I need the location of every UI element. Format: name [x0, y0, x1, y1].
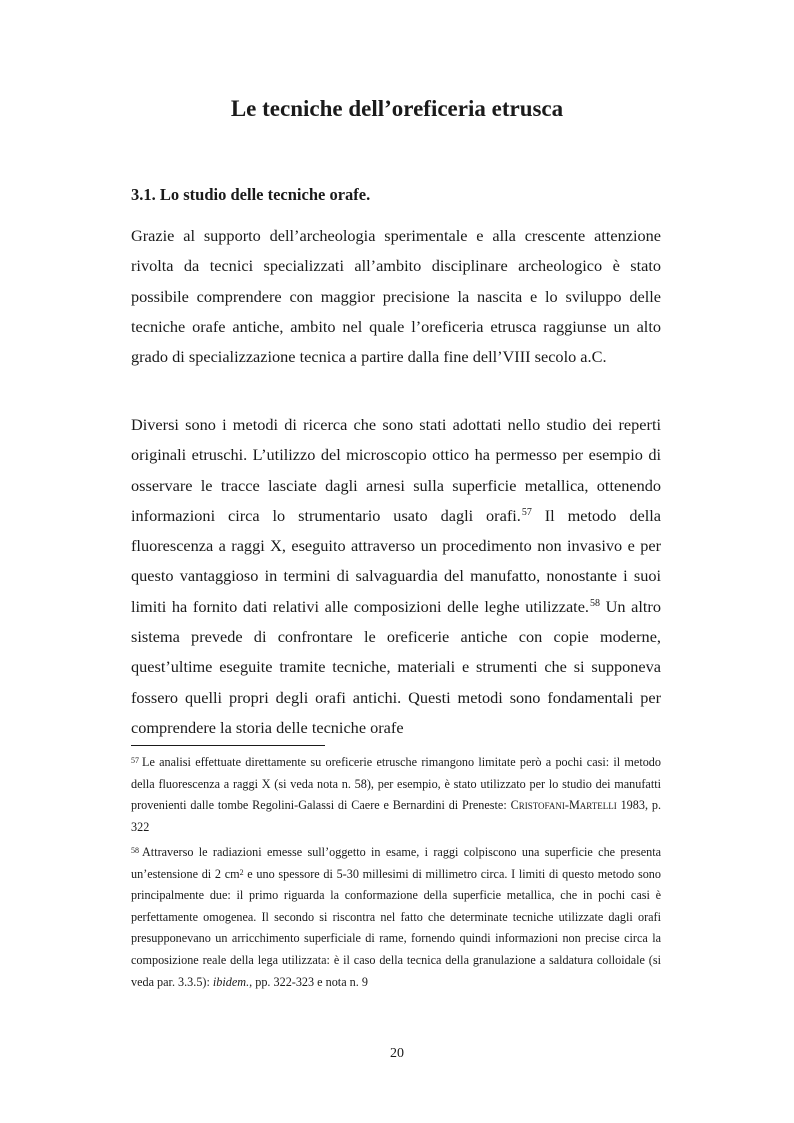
- body-paragraph: [131, 221, 661, 372]
- footnote-text: , pp. 322-323 e nota n. 9: [249, 974, 368, 989]
- footnote-number: 57: [131, 756, 139, 765]
- body-paragraph: [131, 410, 661, 743]
- paragraph-text: Un altro sistema prevede di confrontare le oreficerie antiche con copie moderne, quest’ultime eseguite tramite tecniche, materiali e strumenti che si supponeva fossero quelli propri degli orafi antichi. Questi metodi sono fondamentali per comprendere la storia delle tecniche orafe: [131, 596, 661, 737]
- footnote-separator: [131, 745, 325, 746]
- paragraph-text: Diversi sono i metodi di ricerca che sono stati adottati nello studio dei reperti originali etruschi. L’utilizzo del microscopio ottico ha permesso per esempio di osservare le tracce lasciate dagli arnesi sulla superficie metallica, ottenendo informazioni circa lo strumentario usato dagli orafi.: [131, 415, 661, 525]
- paragraph-text: Il metodo della fluorescenza a raggi X, eseguito attraverso un procedimento non invasivo e per questo vantaggioso in termini di salvaguardia del manufatto, nonostante i suoi limiti ha fornito dati relativi alle composizioni delle leghe utilizzate.: [131, 505, 661, 616]
- section-heading: 3.1. Lo studio delle tecniche orafe.: [131, 185, 371, 204]
- footnote-text: Le analisi effettuate direttamente su oreficerie etrusche rimangono limitate però a pochi casi: il metodo della fluorescenza a raggi X (si veda nota n. 58), per esempio, è stato utilizzato per lo studio dei manufatti provenienti dalle tombe Regolini-Galassi di Caere e Bernardini di Preneste:: [131, 755, 661, 813]
- footnote-reference[interactable]: 58: [590, 597, 600, 609]
- footnote-number: 58: [131, 846, 139, 855]
- footnote-italic-ref: ibidem.: [212, 974, 250, 989]
- superscript-exponent: 2: [239, 867, 244, 877]
- footnote-text: e uno spessore di 5-30 millesimi di millimetro circa. I limiti di questo metodo sono principalmente due: il primo riguarda la conformazione della superficie metallica, che in pochi casi è perfettamente omogenea. Il secondo si riscontra nel fatto che determinate tecniche utilizzate dagli orafi presupponevano un arricchimento superficiale di rame, fornendo quindi informazioni non precise circa la composizione reale della lega utilizzata: è il caso della tecnica della granulazione a saldatura colloidale (si veda par. 3.3.5):: [131, 866, 661, 989]
- footnote-citation-author: Cristofani-Martelli: [510, 798, 617, 813]
- chapter-title: Le tecniche dell’oreficeria etrusca: [230, 96, 564, 121]
- footnote: [131, 842, 661, 993]
- footnote-reference[interactable]: 57: [521, 506, 532, 518]
- paragraph-text: Grazie al supporto dell’archeologia sperimentale e alla crescente attenzione rivolta da tecnici specializzati all’ambito disciplinare archeologico è stato possibile comprendere con maggior precisione la nascita e lo sviluppo delle tecniche orafe antiche, ambito nel quale l’oreficeria etrusca raggiunse un alto grado di specializzazione tecnica a partire dalla fine dell’VIII secolo a.C.: [131, 226, 661, 367]
- footnote-citation: 1983, p. 322: [131, 798, 661, 834]
- footnote: [131, 752, 661, 838]
- footnote-text: Attraverso le radiazioni emesse sull’oggetto in esame, i raggi colpiscono una superficie che presenta un’estensione di 2 cm: [131, 845, 661, 881]
- page-number: 20: [390, 1046, 404, 1061]
